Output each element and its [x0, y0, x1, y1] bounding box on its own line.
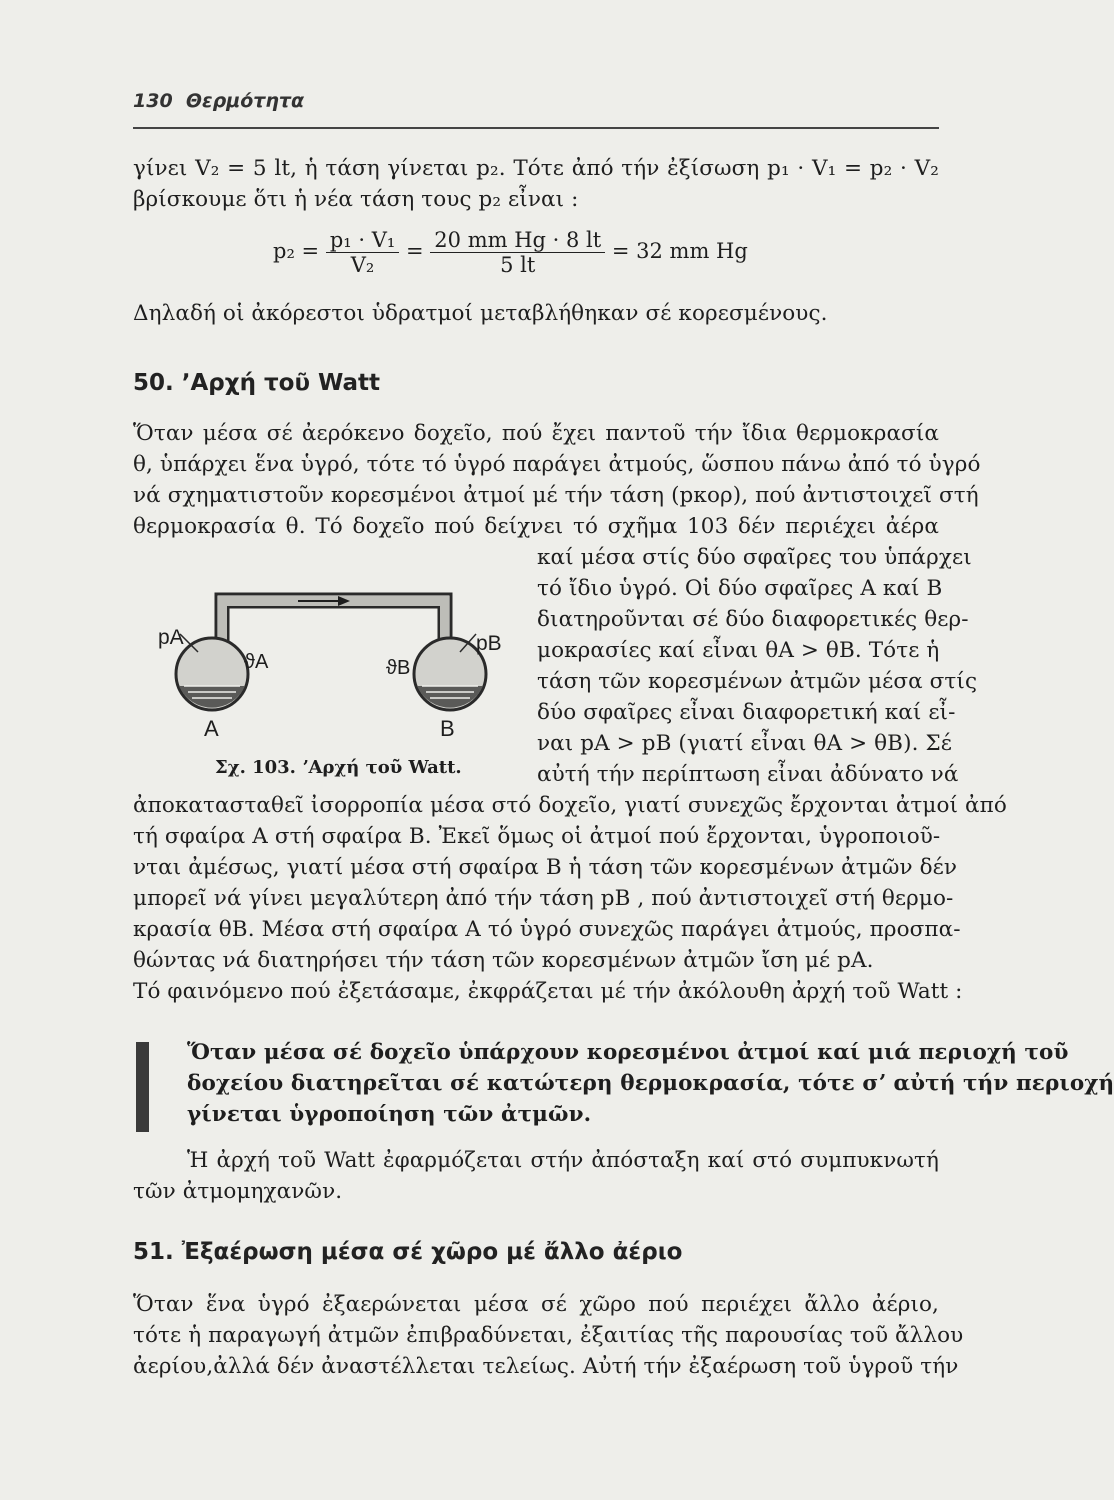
figure-103-watt-apparatus [158, 578, 518, 748]
text-line: τό ἴδιο ὑγρό. Οἱ δύο σφαῖρες A καί B [537, 576, 943, 601]
label-theta-a: ϑA [244, 651, 269, 673]
equation-equals: = [406, 239, 424, 263]
chapter-title: Θερμότητα [185, 90, 305, 112]
text-line: νται ἀμέσως, γιατί μέσα στή σφαίρα B ἡ τάση τῶν κορεσμένων ἀτμῶν δέν [133, 855, 958, 880]
text-line: θερμοκρασία θ. Τό δοχεῖο πού δείχνει τό σχῆμα 103 δέν περιέχει ἀέρα [133, 514, 939, 539]
fraction-2 [430, 228, 605, 277]
text-line: γίνεται ὑγροποίηση τῶν ἀτμῶν. [187, 1102, 592, 1127]
running-header [133, 90, 939, 112]
label-pb: pB [476, 632, 502, 655]
application-paragraph [133, 1145, 939, 1207]
text-line: Ὅταν μέσα σέ ἀερόκενο δοχεῖο, πού ἔχει παντοῦ τήν ἴδια θερμοκρασία [133, 421, 939, 446]
header-rule [133, 127, 939, 129]
equation-result: = 32 mm Hg [611, 239, 748, 263]
text-line: τάση τῶν κορεσμένων ἀτμῶν μέσα στίς [537, 669, 978, 694]
fraction-2-numerator: 20 mm Hg · 8 lt [430, 228, 605, 253]
label-a: A [204, 716, 219, 741]
text-line: Τό φαινόμενο πού ἐξετάσαμε, ἐκφράζεται μέ τήν ἀκόλουθη ἀρχή τοῦ Watt : [133, 979, 963, 1004]
text-line: Ὅταν μέσα σέ δοχεῖο ὑπάρχουν κορεσμένοι ἀτμοί καί μιά περιοχή τοῦ [187, 1040, 1069, 1065]
text-line: Ἡ ἀρχή τοῦ Watt ἐφαρμόζεται στήν ἀπόσταξη καί στό συμπυκνωτή [187, 1148, 939, 1173]
text-line: τῶν ἀτμομηχανῶν. [133, 1179, 343, 1204]
text-line: κρασία θB. Μέσα στή σφαίρα A τό ὑγρό συνεχῶς παράγει ἀτμούς, προσπα- [133, 917, 961, 942]
label-pa: pA [158, 626, 184, 649]
text-line: βρίσκουμε ὅτι ἡ νέα τάση τους p₂ εἶναι : [133, 187, 579, 212]
text-line: μοκρασίες καί εἶναι θA > θB. Τότε ἡ [537, 638, 940, 663]
label-theta-b: ϑB [386, 657, 411, 679]
text-line: τή σφαίρα A στή σφαίρα B. Ἐκεῖ ὅμως οἱ ἀτμοί πού ἔρχονται, ὑγροποιοῦ- [133, 824, 941, 849]
fraction-2-denominator: 5 lt [500, 253, 536, 277]
text-line: νά σχηματιστοῦν κορεσμένοι ἀτμοί μέ τήν τάση (pκορ), πού ἀντιστοιχεῖ στή [133, 483, 979, 508]
text-line: ἀποκατασταθεῖ ἰσορροπία μέσα στό δοχεῖο, γιατί συνεχῶς ἔρχονται ἀτμοί ἀπό [133, 793, 1007, 818]
text-line: Ὅταν ἕνα ὑγρό ἐξαερώνεται μέσα σέ χῶρο πού περιέχει ἄλλο ἀέριο, [133, 1292, 939, 1317]
text-line: τότε ἡ παραγωγή ἀτμῶν ἐπιβραδύνεται, ἐξαιτίας τῆς παρουσίας τοῦ ἄλλου [133, 1323, 964, 1348]
conclusion-paragraph [133, 298, 939, 329]
text-line: θ, ὑπάρχει ἕνα ὑγρό, τότε τό ὑγρό παράγει ἀτμούς, ὥσπου πάνω ἀπό τό ὑγρό [133, 452, 981, 477]
section-50-paragraph [133, 418, 981, 542]
text-line: γίνει V₂ = 5 lt, ἡ τάση γίνεται p₂. Τότε ἀπό τήν ἐξίσωση p₁ · V₁ = p₂ · V₂ [133, 156, 939, 181]
text-line: καί μέσα στίς δύο σφαῖρες του ὑπάρχει [537, 545, 972, 570]
text-line: δύο σφαῖρες εἶναι διαφορετική καί εἶ- [537, 700, 956, 725]
text-line: Δηλαδή οἱ ἀκόρεστοι ὑδρατμοί μεταβλήθηκαν σέ κορεσμένους. [133, 301, 828, 326]
fraction-1-denominator: V₂ [350, 253, 375, 277]
section-50-side-column [537, 542, 978, 790]
fraction-1-numerator: p₁ · V₁ [326, 228, 399, 253]
equation-lhs: p₂ = [273, 239, 320, 263]
sphere-a-liquid [179, 686, 245, 708]
figure-caption: Σχ. 103. ʼΑρχή τοῦ Watt. [215, 757, 462, 778]
text-line: θώντας νά διατηρήσει τήν τάση τῶν κορεσμένων ἀτμῶν ἴση μέ pA. [133, 948, 874, 973]
page-number: 130 [133, 90, 173, 112]
text-line: ἀερίου,ἀλλά δέν ἀναστέλλεται τελείως. Αὐτή τήν ἐξαέρωση τοῦ ὑγροῦ τήν [133, 1354, 959, 1379]
text-line: ναι pA > pB (γιατί εἶναι θA > θB). Σέ [537, 731, 952, 756]
section-50-heading: 50. ʼΑρχή τοῦ Watt [133, 370, 381, 396]
sphere-b-liquid [417, 686, 483, 708]
section-51-paragraph [133, 1289, 964, 1382]
section-51-heading: 51. Ἐξαέρωση μέσα σέ χῶρο μέ ἄλλο ἀέριο [133, 1239, 683, 1265]
intro-paragraph [133, 153, 939, 215]
text-line: μπορεῖ νά γίνει μεγαλύτερη ἀπό τήν τάση pB , πού ἀντιστοιχεῖ στή θερμο- [133, 886, 954, 911]
watt-principle-statement [187, 1037, 1114, 1130]
text-line: δοχείου διατηρεῖται σέ κατώτερη θερμοκρασία, τότε σʼ αὐτή τήν περιοχή [187, 1071, 1114, 1096]
fraction-1 [326, 228, 399, 277]
equation [273, 228, 748, 277]
label-b: B [440, 716, 455, 741]
rule-highlight-bar [136, 1042, 149, 1132]
text-line: αὐτή τήν περίπτωση εἶναι ἀδύνατο νά [537, 762, 959, 787]
text-line: διατηροῦνται σέ δύο διαφορετικές θερ- [537, 607, 969, 632]
section-50-continuation [133, 790, 1007, 1007]
